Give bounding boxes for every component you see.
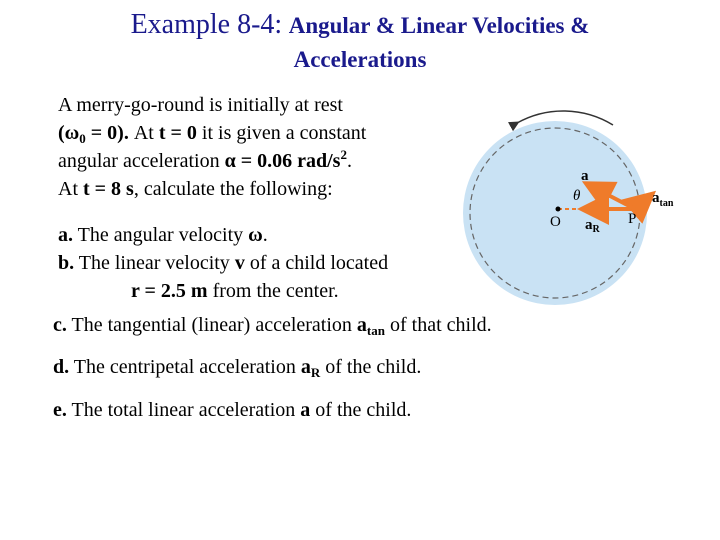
question-b-line-2: r = 2.5 m from the center. (131, 280, 339, 302)
intro-line-3: angular acceleration α = 0.06 rad/$s^2$. (58, 147, 352, 172)
label-p: P (628, 211, 637, 227)
label-a-r: $a_R$ (585, 217, 600, 235)
question-c: c. The tangential (linear) acceleration $a_{tan}$ of that child. (53, 314, 492, 338)
label-a: a (581, 168, 589, 184)
center-point (556, 207, 561, 212)
alpha-value: α = 0.06 rad/$s^2$ (224, 147, 347, 172)
question-b: b. The linear velocity v of a child located (58, 252, 389, 274)
title-line-2: Accelerations (293, 46, 427, 72)
intro-line-4: At t = 8 s, calculate the following: (58, 178, 333, 200)
slide-title (0, 8, 720, 73)
time-zero: t = 0 (158, 122, 197, 144)
initial-omega: $(\omega_0 = 0)$. (58, 122, 129, 146)
intro-line-2: $(\omega_0 = 0)$. At t = 0 it is given a constant (58, 122, 367, 146)
disk (463, 121, 647, 305)
intro-line-1: A merry-go-round is initially at rest (58, 94, 343, 116)
label-o: O (550, 214, 561, 230)
title-line1-rest: Angular & Linear Velocities & (288, 13, 590, 38)
question-e: e. The total linear acceleration a of the child. (53, 399, 412, 421)
time-value: t = 8 s (83, 178, 134, 200)
title-lead: Example 8-4: (130, 9, 283, 40)
label-theta: θ (573, 188, 581, 204)
title-line-1 (0, 8, 720, 42)
label-a-tan: $a_{tan}$ (652, 190, 674, 209)
problem-statement (58, 91, 458, 203)
merry-go-round-diagram (455, 105, 690, 305)
question-a: a. The angular velocity ω. (58, 224, 268, 246)
question-d: d. The centripetal acceleration $a_R$ of the child. (53, 356, 422, 380)
